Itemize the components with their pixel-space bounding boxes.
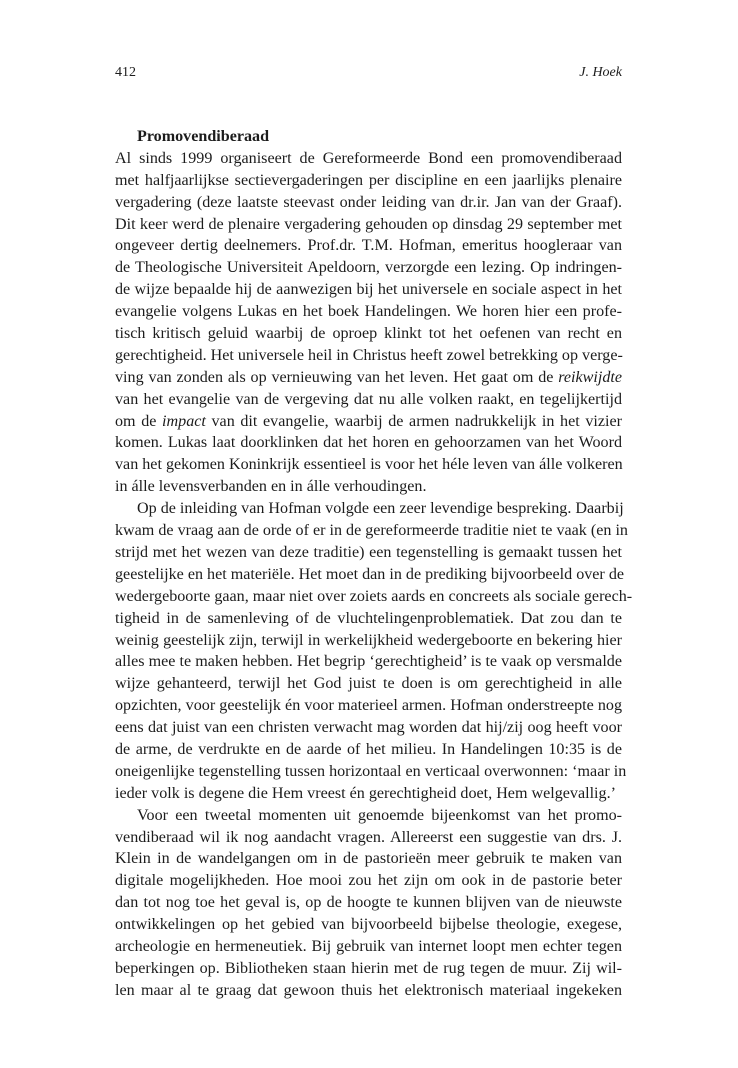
page-number: 412 bbox=[115, 65, 136, 80]
text-line: archeologie en hermeneutiek. Bij gebruik van internet loopt men echter tegen bbox=[115, 937, 622, 955]
text-line: tigheid in de samenleving of de vluchtelingenproblematiek. Dat zou dan te bbox=[115, 609, 622, 627]
text-run: ving van zonden als op vernieuwing van het leven. Het gaat om de bbox=[115, 368, 559, 386]
text-line: digitale mogelijkheden. Hoe mooi zou het zijn om ook in de pastorie beter bbox=[115, 872, 622, 890]
text-line: Op de inleiding van Hofman volgde een zeer levendige bespreking. Daarbij bbox=[137, 500, 624, 518]
paragraph-1 bbox=[115, 148, 622, 498]
text-line: wedergeboorte gaan, maar niet over zoiets aards en concreets als sociale gerech- bbox=[115, 587, 633, 605]
text-line: de Theologische Universiteit Apeldoorn, verzorgde een lezing. Op indringen- bbox=[115, 259, 622, 277]
text-line: komen. Lukas laat doorklinken dat het horen en gehoorzamen van het Woord bbox=[115, 434, 622, 452]
text-run: om de bbox=[115, 412, 163, 430]
text-run: van dit evangelie, waarbij de armen nadrukkelijk in het vizier bbox=[205, 412, 622, 430]
text-line: vendiberaad wil ik nog aandacht vragen. Allereerst een suggestie van drs. J. bbox=[115, 828, 622, 846]
text-line: wijze gehanteerd, terwijl het God juist te doen is om gerechtigheid in alle bbox=[115, 675, 622, 693]
text-line: vergadering (deze laatste steevast onder leiding van dr.ir. Jan van der Graaf). bbox=[115, 193, 622, 211]
text-line: met halfjaarlijkse sectievergaderingen per discipline en een jaarlijks plenaire bbox=[115, 171, 622, 189]
text-line: ongeveer dertig deelnemers. Prof.dr. T.M. Hofman, emeritus hoogleraar van bbox=[115, 237, 622, 255]
text-line: dan tot nog toe het geval is, op de hoogte te kunnen blijven van de nieuwste bbox=[115, 894, 622, 912]
text-line: geestelijke en het materiële. Het moet dan in de prediking bijvoorbeeld over de bbox=[115, 565, 625, 583]
text-line: Al sinds 1999 organiseert de Gereformeerde Bond een promovendiberaad bbox=[115, 149, 622, 167]
section-heading: Promovendiberaad bbox=[137, 128, 270, 145]
text-line: Klein in de wandelgangen om in de pastorieën meer gebruik te maken van bbox=[115, 850, 622, 868]
text-line: van het evangelie van de vergeving dat nu alle volken raakt, en tegelijkertijd bbox=[115, 390, 622, 408]
text-line: evangelie volgens Lukas en het boek Handelingen. We horen hier een profe- bbox=[115, 303, 622, 321]
text-line: eens dat juist van een christen verwacht mag worden dat hij/zij oog heeft voor bbox=[115, 719, 622, 737]
running-author: J. Hoek bbox=[579, 65, 622, 80]
text-line-with-emphasis bbox=[115, 367, 622, 389]
paragraph-3 bbox=[115, 805, 622, 1002]
text-line: Voor een tweetal momenten uit genoemde bijeenkomst van het promo- bbox=[137, 806, 622, 824]
text-line: kwam de vraag aan de orde of er in de gereformeerde traditie niet te vaak (en in bbox=[115, 522, 628, 540]
text-line: ieder volk is degene die Hem vreest én gerechtigheid doet, Hem welgevallig.’ bbox=[115, 784, 616, 802]
text-line: opzichten, voor geestelijk én voor materieel armen. Hofman onderstreepte nog bbox=[115, 697, 622, 715]
text-line-with-emphasis bbox=[115, 411, 622, 433]
text-line: beperkingen op. Bibliotheken staan hierin met de rug tegen de muur. Zij wil- bbox=[115, 959, 622, 977]
article-body bbox=[115, 126, 633, 1002]
text-line: oneigenlijke tegenstelling tussen horizontaal en verticaal overwonnen: ‘maar in bbox=[115, 762, 627, 780]
text-line: weinig geestelijk zijn, terwijl in werkelijkheid wedergeboorte en bekering hier bbox=[115, 631, 622, 649]
text-line: len maar al te graag dat gewoon thuis het elektronisch materiaal ingekeken bbox=[115, 981, 622, 999]
text-line: strijd met het wezen van deze traditie) een tegenstelling is gemaakt tussen het bbox=[115, 543, 622, 561]
emphasis-impact: impact bbox=[162, 412, 206, 430]
text-line: tisch kritisch geluid waarbij de oproep klinkt tot het oefenen van recht en bbox=[115, 325, 622, 343]
text-line: de arme, de verdrukte en de aarde of het milieu. In Handelingen 10:35 is de bbox=[115, 740, 622, 758]
running-header bbox=[115, 64, 622, 82]
text-line: in álle levensverbanden en in álle verhoudingen. bbox=[115, 478, 427, 496]
text-line: van het gekomen Koninkrijk essentieel is voor het héle leven van álle volkeren bbox=[115, 456, 623, 474]
text-line: ontwikkelingen op het gebied van bijvoorbeeld bijbelse theologie, exegese, bbox=[115, 916, 622, 934]
text-line: Dit keer werd de plenaire vergadering gehouden op dinsdag 29 september met bbox=[115, 215, 622, 233]
emphasis-reikwijdte: reikwijdte bbox=[558, 368, 622, 386]
paragraph-2 bbox=[115, 498, 633, 804]
text-line: alles mee te maken hebben. Het begrip ‘gerechtigheid’ is te vaak op versmalde bbox=[115, 653, 622, 671]
text-line: de wijze bepaalde hij de aanwezigen bij het universele en sociale aspect in het bbox=[115, 281, 622, 299]
text-line: gerechtigheid. Het universele heil in Christus heeft zowel betrekking op verge- bbox=[115, 346, 623, 364]
